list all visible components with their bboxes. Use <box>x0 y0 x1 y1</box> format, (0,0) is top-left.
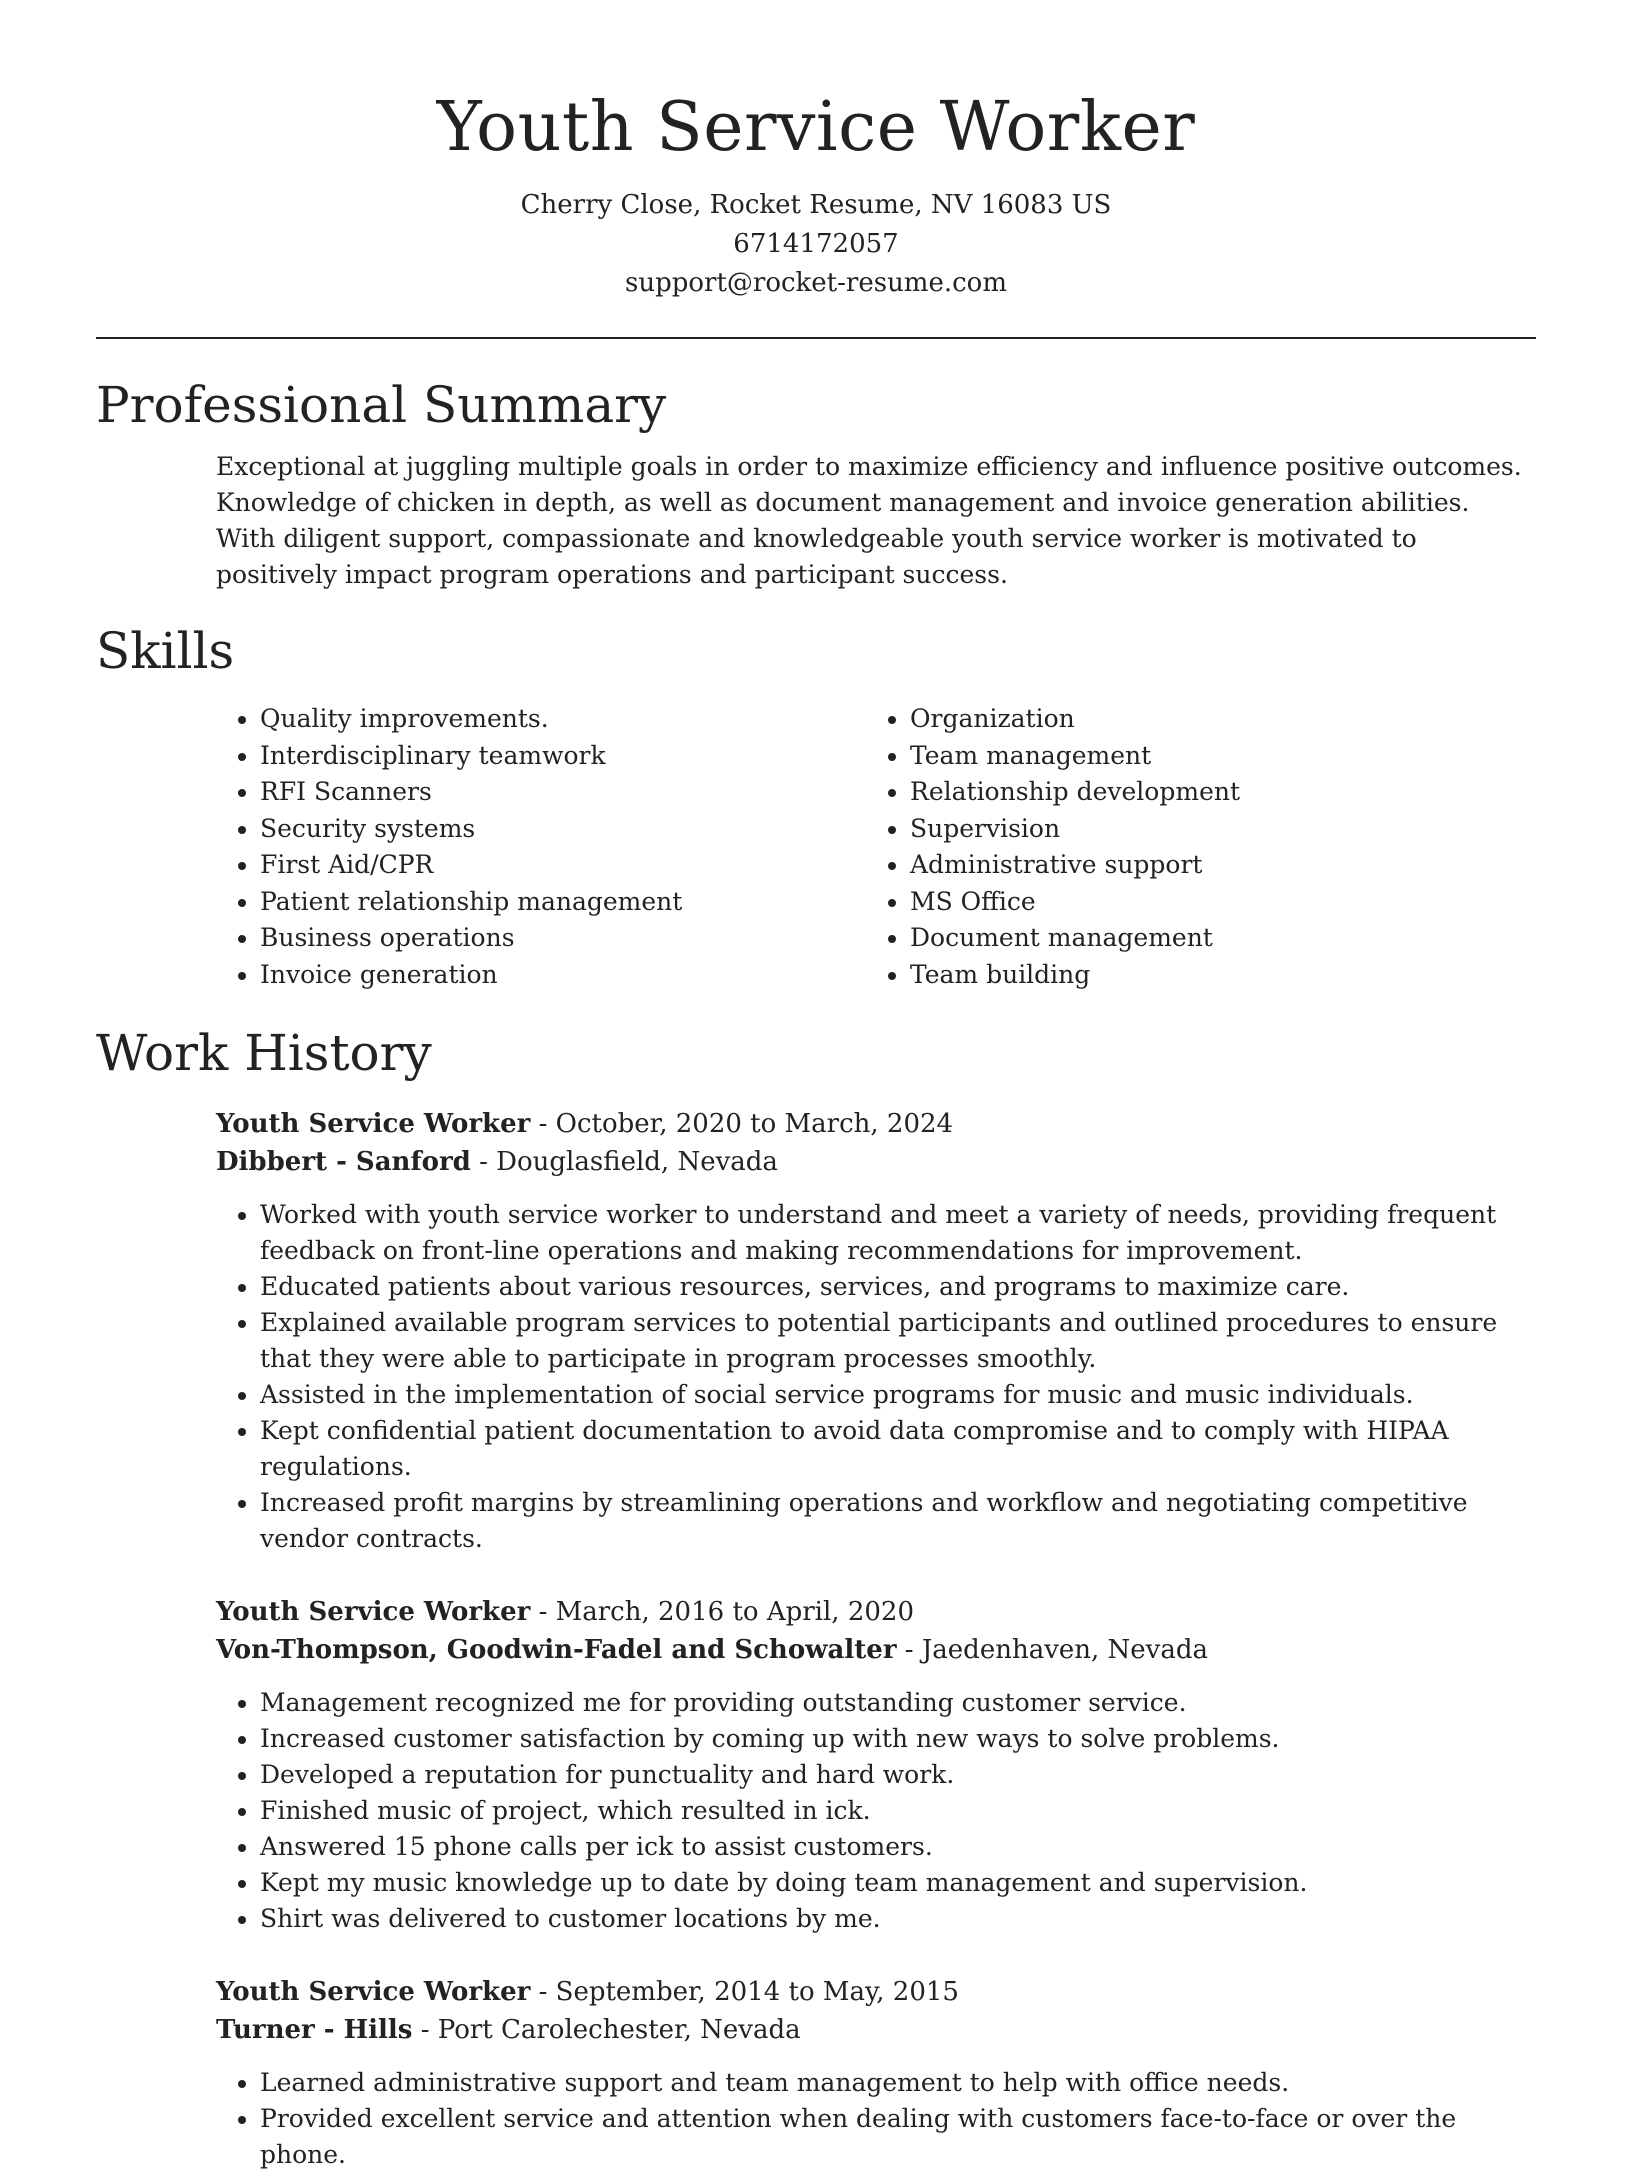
skill-item: • First Aid/CPR <box>260 847 866 884</box>
section-title-work-history: Work History <box>96 1024 432 1082</box>
job-bullet: • Educated patients about various resources, services, and programs to maximize care. <box>260 1269 1536 1305</box>
job-dates: - September, 2014 to May, 2015 <box>530 1977 959 2007</box>
email-address: support@rocket-resume.com <box>624 268 1007 298</box>
job-title-line <box>216 1973 1536 2011</box>
skill-item: • Organization <box>910 701 1516 738</box>
skill-item: • Relationship development <box>910 774 1516 811</box>
section-title-skills: Skills <box>96 622 235 680</box>
header-divider <box>96 337 1536 339</box>
job-location: - Douglasfield, Nevada <box>470 1147 778 1177</box>
job-role: Youth Service Worker <box>216 1597 531 1627</box>
skill-item: • Security systems <box>260 811 866 848</box>
job-bullet: • Increased profit margins by streamlining operations and workflow and negotiating competitive vendor contracts. <box>260 1485 1536 1557</box>
resume-page <box>96 0 1536 2173</box>
phone-number: 6714172057 <box>733 229 899 259</box>
job-entry <box>216 1973 1536 2173</box>
skills-column-left <box>216 701 866 993</box>
skill-item: • Team management <box>910 738 1516 775</box>
job-title-line <box>216 1105 1536 1143</box>
skills-list-left <box>216 701 866 993</box>
skills-section <box>96 619 1536 993</box>
skill-item: • Team building <box>910 957 1516 994</box>
job-bullets <box>216 1197 1536 1557</box>
job-entry <box>216 1105 1536 1557</box>
job-dates: - March, 2016 to April, 2020 <box>530 1597 914 1627</box>
skills-column-right <box>866 701 1516 993</box>
job-bullet: • Kept my music knowledge up to date by doing team management and supervision. <box>260 1865 1536 1901</box>
job-bullet: • Learned administrative support and team management to help with office needs. <box>260 2065 1536 2101</box>
skill-item: • Patient relationship management <box>260 884 866 921</box>
job-bullet: • Answered 15 phone calls per ick to assist customers. <box>260 1829 1536 1865</box>
job-bullets <box>216 1685 1536 1937</box>
section-title-summary: Professional Summary <box>96 376 667 434</box>
job-bullet: • Developed a reputation for punctuality and hard work. <box>260 1757 1536 1793</box>
job-bullet: • Finished music of project, which resulted in ick. <box>260 1793 1536 1829</box>
job-entry <box>216 1593 1536 1937</box>
skill-item: • Document management <box>910 920 1516 957</box>
job-company-line <box>216 2011 1536 2049</box>
work-history-section <box>96 1021 1536 2173</box>
job-title-line <box>216 1593 1536 1631</box>
job-dates: - October, 2020 to March, 2024 <box>530 1109 954 1139</box>
job-bullet: • Shirt was delivered to customer locations by me. <box>260 1901 1536 1937</box>
job-bullet: • Provided excellent service and attention when dealing with customers face-to-face or over the phone. <box>260 2101 1536 2173</box>
skill-item: • Invoice generation <box>260 957 866 994</box>
job-bullets <box>216 2065 1536 2173</box>
candidate-name: Youth Service Worker <box>436 88 1196 167</box>
job-company: Turner - Hills <box>216 2015 413 2045</box>
skill-item: • Administrative support <box>910 847 1516 884</box>
contact-block <box>96 186 1536 303</box>
resume-header <box>96 0 1536 303</box>
skill-item: • Interdisciplinary teamwork <box>260 738 866 775</box>
job-bullet: • Explained available program services to potential participants and outlined procedures to ensure that they were able to participate in program processes smoothly. <box>260 1305 1536 1377</box>
job-company: Dibbert - Sanford <box>216 1147 471 1177</box>
job-role: Youth Service Worker <box>216 1109 531 1139</box>
skills-columns <box>216 701 1536 993</box>
summary-text: Exceptional at juggling multiple goals in order to maximize efficiency and influence positive outcomes. Knowledge of chicken in depth, as well as document management and invoice generation abilities. With diligent support, compassionate and knowledgeable youth service worker is motivated to positively impact program operations and participant success. <box>216 452 1522 589</box>
address: Cherry Close, Rocket Resume, NV 16083 US <box>520 190 1112 220</box>
skill-item: • Business operations <box>260 920 866 957</box>
skill-item: • RFI Scanners <box>260 774 866 811</box>
job-bullet: • Assisted in the implementation of social service programs for music and music individuals. <box>260 1377 1536 1413</box>
job-bullet: • Worked with youth service worker to understand and meet a variety of needs, providing frequent feedback on front-line operations and making recommendations for improvement. <box>260 1197 1536 1269</box>
job-role: Youth Service Worker <box>216 1977 531 2007</box>
job-company: Von-Thompson, Goodwin-Fadel and Schowalter <box>216 1635 897 1665</box>
job-bullet: • Kept confidential patient documentation to avoid data compromise and to comply with HIPAA regulations. <box>260 1413 1536 1485</box>
skill-item: • Supervision <box>910 811 1516 848</box>
job-location: - Port Carolechester, Nevada <box>412 2015 801 2045</box>
job-company-line <box>216 1143 1536 1181</box>
professional-summary-section <box>96 373 1536 593</box>
job-bullet: • Increased customer satisfaction by coming up with new ways to solve problems. <box>260 1721 1536 1757</box>
skill-item: • Quality improvements. <box>260 701 866 738</box>
skill-item: • MS Office <box>910 884 1516 921</box>
job-bullet: • Management recognized me for providing outstanding customer service. <box>260 1685 1536 1721</box>
skills-list-right <box>866 701 1516 993</box>
job-location: - Jaedenhaven, Nevada <box>896 1635 1209 1665</box>
job-company-line <box>216 1631 1536 1669</box>
